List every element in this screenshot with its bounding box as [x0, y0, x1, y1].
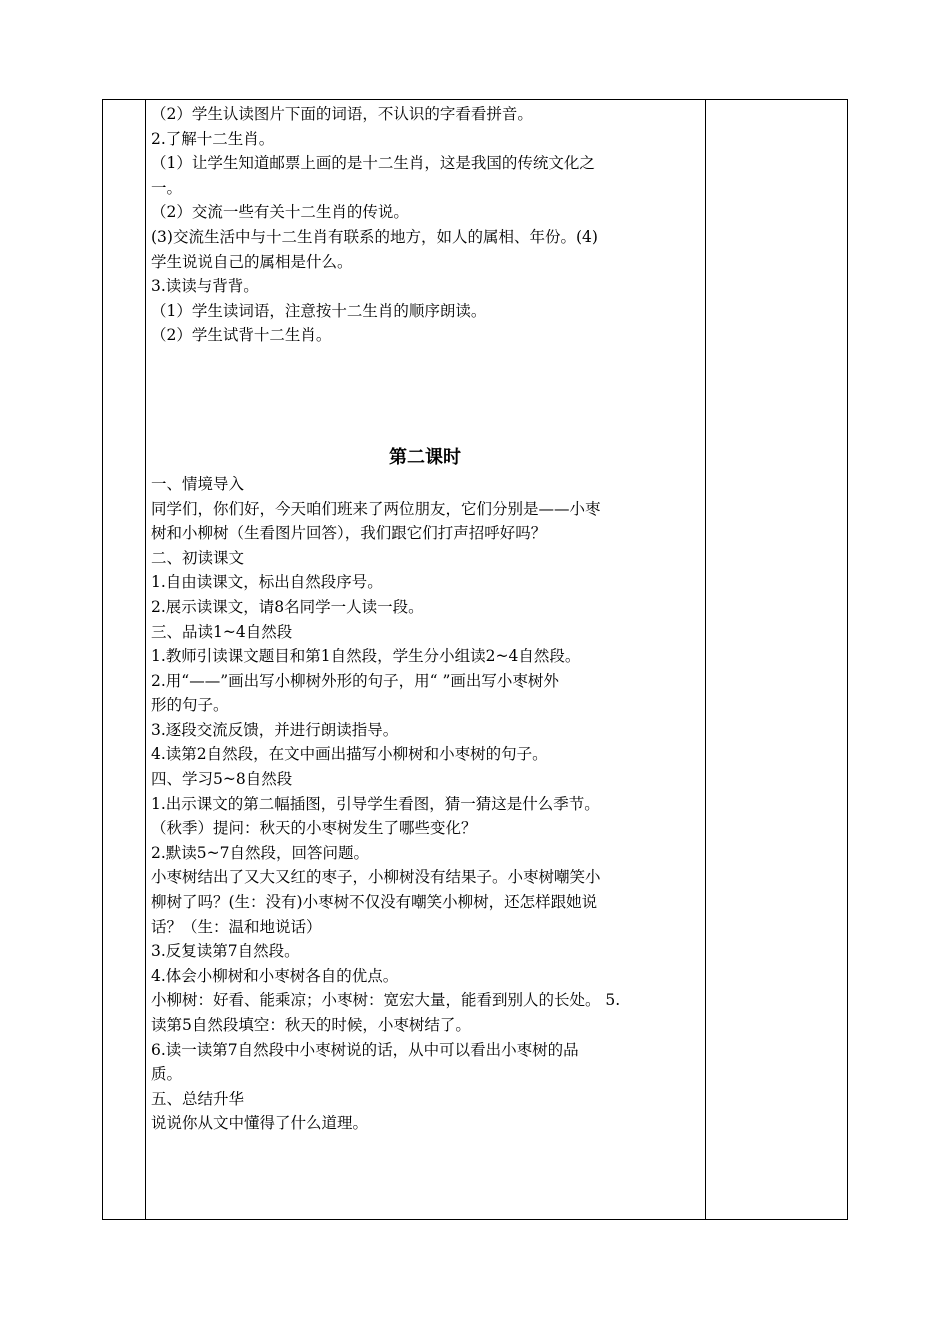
text-line: 4.体会小柳树和小枣树各自的优点。 — [151, 966, 399, 985]
text-line: 同学们，你们好，今天咱们班来了两位朋友，它们分别是——小枣 — [151, 499, 601, 518]
text-line: 柳树了吗？(生：没有)小枣树不仅没有嘲笑小柳树，还怎样跟她说 — [151, 893, 598, 912]
text-line: 1.自由读课文，标出自然段序号。 — [151, 573, 383, 592]
text-line: (3)交流生活中与十二生肖有联系的地方，如人的属相、年份。(4) — [151, 227, 598, 246]
text-line: 读第5自然段填空：秋天的时候，小枣树结了。 — [151, 1016, 471, 1034]
text-line: 1.出示课文的第二幅插图，引导学生看图，猜一猜这是什么季节。 — [151, 794, 600, 813]
text-line: 2.展示读课文，请8名同学一人读一段。 — [151, 597, 424, 616]
text-line: 四、学习5~8自然段 — [151, 770, 293, 789]
text-line: 形的句子。 — [151, 696, 229, 715]
blank-space — [151, 348, 699, 444]
text-line: 2.默读5~7自然段，回答问题。 — [151, 843, 369, 862]
lesson-title: 第二课时 — [389, 446, 461, 468]
section-second-lesson — [151, 472, 699, 1136]
text-line: 一、情境导入 — [151, 474, 245, 493]
text-line: （1）让学生知道邮票上画的是十二生肖，这是我国的传统文化之 — [151, 154, 595, 173]
text-line: 二、初读课文 — [151, 548, 245, 567]
text-line: 树和小柳树（生看图片回答），我们跟它们打声招呼好吗？ — [151, 524, 547, 543]
left-column-divider — [145, 100, 146, 1219]
text-line: 3.读读与背背。 — [151, 277, 259, 296]
text-line: 说说你从文中懂得了什么道理。 — [151, 1114, 369, 1133]
text-line: （秋季）提问：秋天的小枣树发生了哪些变化？ — [151, 819, 477, 838]
text-line: 3.逐段交流反馈，并进行朗读指导。 — [151, 720, 399, 739]
text-line: （2）学生试背十二生肖。 — [151, 326, 332, 345]
text-line: 五、总结升华 — [151, 1089, 245, 1108]
text-line: （1）学生读词语，注意按十二生肖的顺序朗读。 — [151, 301, 487, 320]
text-line: 话？（生：温和地说话） — [151, 917, 322, 936]
lesson-content-cell — [151, 102, 699, 1136]
text-line: 2.了解十二生肖。 — [151, 129, 275, 148]
text-line: 6.读一读第7自然段中小枣树说的话，从中可以看出小枣树的品 — [151, 1040, 579, 1059]
right-column-divider — [705, 100, 706, 1219]
text-line: 3.反复读第7自然段。 — [151, 942, 300, 961]
text-line: 1.教师引读课文题目和第1自然段，学生分小组读2~4自然段。 — [151, 647, 581, 666]
text-line: 2.用“——”画出写小柳树外形的句子，用“ ”画出写小枣树外 — [151, 671, 559, 690]
text-line: 小枣树结出了又大又红的枣子，小柳树没有结果子。小枣树嘲笑小 — [151, 868, 601, 887]
text-line: 质。 — [151, 1065, 183, 1084]
text-line: 三、品读1~4自然段 — [151, 622, 293, 641]
section-first-lesson-continued — [151, 102, 699, 348]
text-line: 一。 — [151, 178, 183, 197]
lesson-plan-table — [102, 99, 848, 1220]
text-line: 4.读第2自然段，在文中画出描写小柳树和小枣树的句子。 — [151, 745, 548, 764]
text-line: （2）学生认读图片下面的词语，不认识的字看看拼音。 — [151, 105, 533, 123]
text-line: 学生说说自己的属相是什么。 — [151, 252, 353, 271]
text-line: （2）交流一些有关十二生肖的传说。 — [151, 203, 409, 222]
text-line: 小柳树：好看、能乘凉；小枣树：宽宏大量，能看到别人的长处。 5. — [151, 991, 621, 1010]
